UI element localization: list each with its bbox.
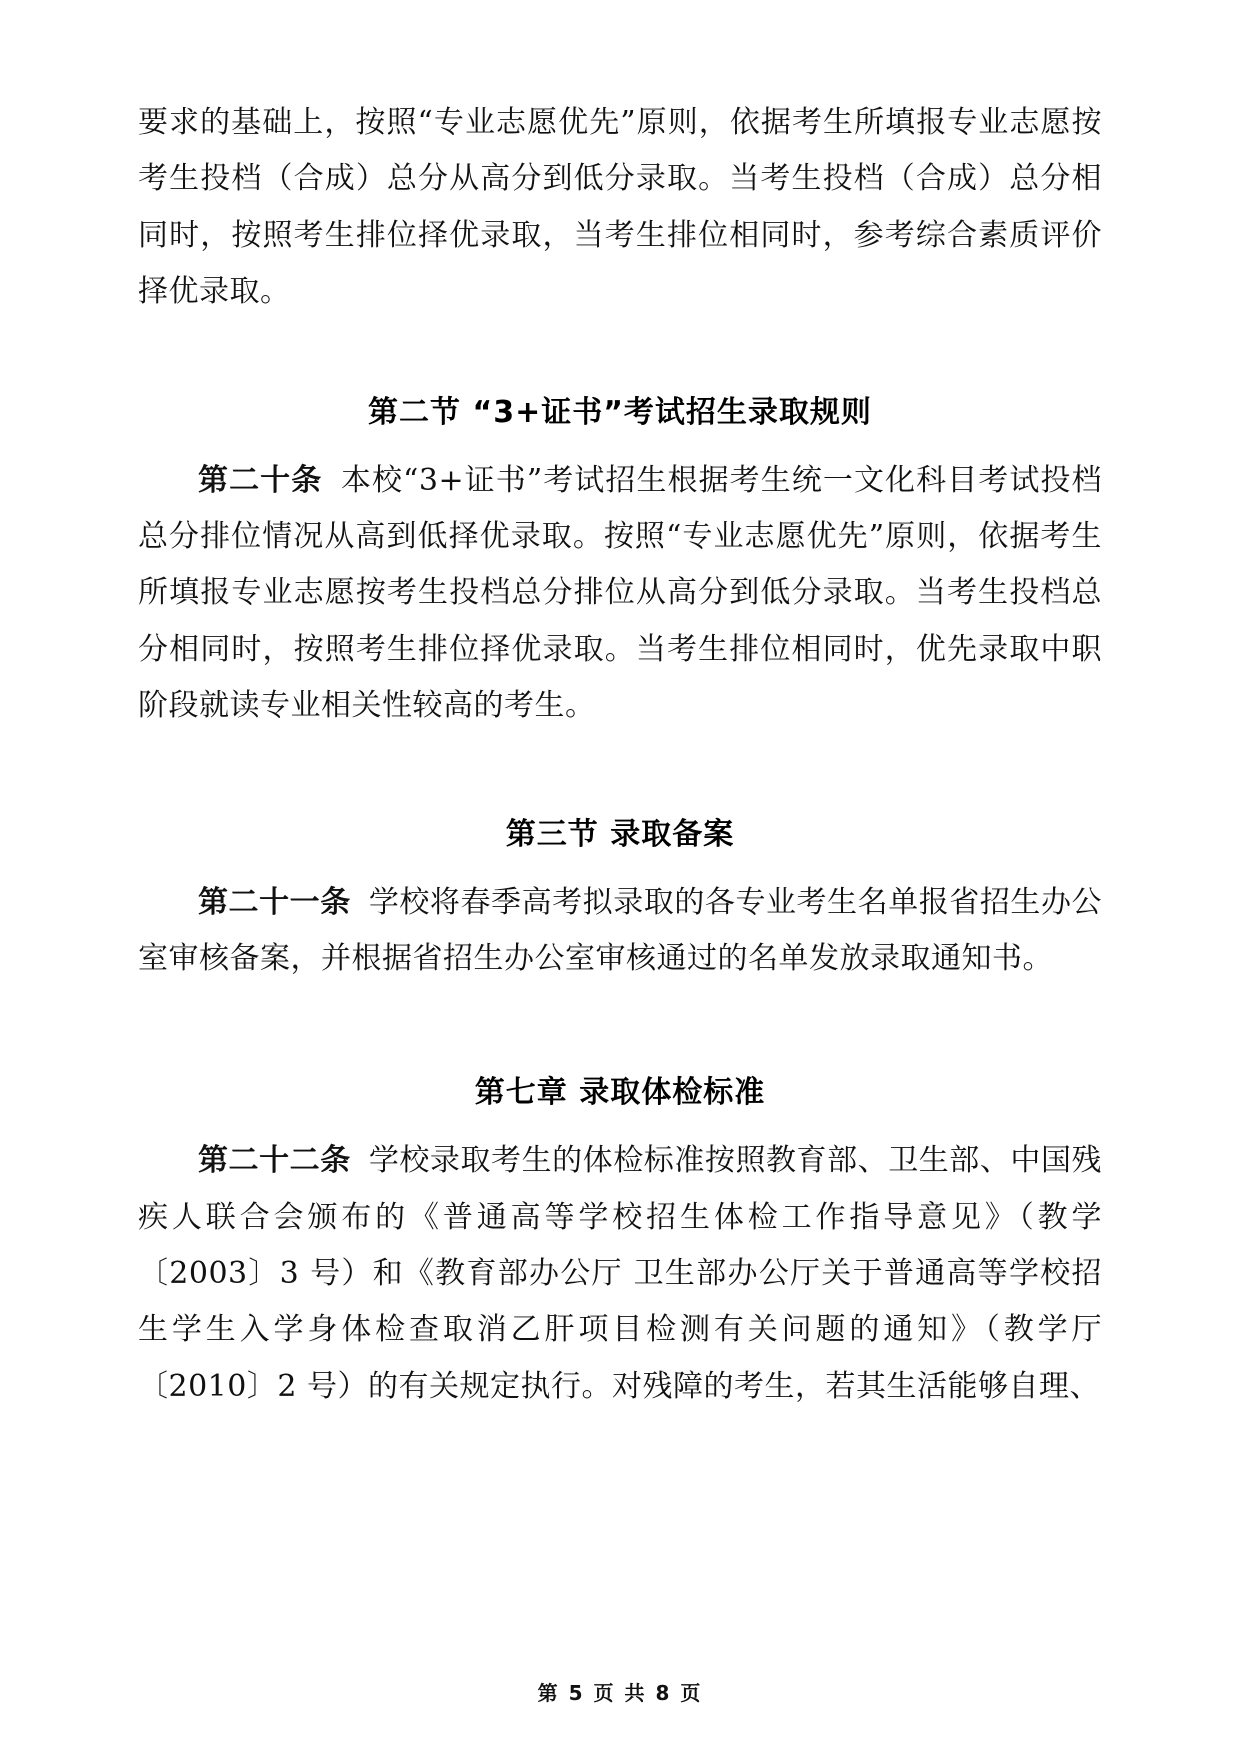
article-22-label: 第二十二条 xyxy=(198,1143,351,1179)
article-21-body: 学校将春季高考拟录取的各专业考生名单报省招生办公室审核备案，并根据省招生办公室审核通过的名单发放录取通知书。 xyxy=(138,884,1103,976)
paragraph-article-20 xyxy=(138,453,1102,735)
heading-chapter-seven: 第七章 录取体检标准 xyxy=(474,1075,766,1111)
heading-section-two: 第二节 “3+证书”考试招生录取规则 xyxy=(368,394,872,430)
article-21-label: 第二十一条 xyxy=(198,884,351,920)
page-footer: 第 5 页 共 8 页 xyxy=(537,1681,703,1705)
paragraph-article-22 xyxy=(138,1133,1102,1415)
article-20-body: 本校“3+证书”考试招生根据考生统一文化科目考试投档总分排位情况从高到低择优录取。按照“专业志愿优先”原则，依据考生所填报专业志愿按考生投档总分排位从高分到低分录取。当考生投档总分相同时，按照考生排位择优录取。当考生排位相同时，优先录取中职阶段就读专业相关性较高的考生。 xyxy=(138,462,1103,724)
paragraph-article-21 xyxy=(138,875,1102,988)
heading-section-three: 第三节 录取备案 xyxy=(505,816,735,852)
article-22-body: 学校录取考生的体检标准按照教育部、卫生部、中国残疾人联合会颁布的《普通高等学校招生体检工作指导意见》（教学〔2003〕3 号）和《教育部办公厅 卫生部办公厅关于普通高等学校招生学生入学身体检查取消乙肝项目检测有关问题的通知》（教学厅〔2010〕2 号）的有关规定执行。对残障的考生，若其生活能够自理、 xyxy=(138,1143,1103,1404)
article-20-label: 第二十条 xyxy=(198,462,323,498)
paragraph-continued-top: 要求的基础上，按照“专业志愿优先”原则，依据考生所填报专业志愿按考生投档（合成）总分从高分到低分录取。当考生投档（合成）总分相同时，按照考生排位择优录取，当考生排位相同时，参考综合素质评价择优录取。 xyxy=(138,105,1102,310)
